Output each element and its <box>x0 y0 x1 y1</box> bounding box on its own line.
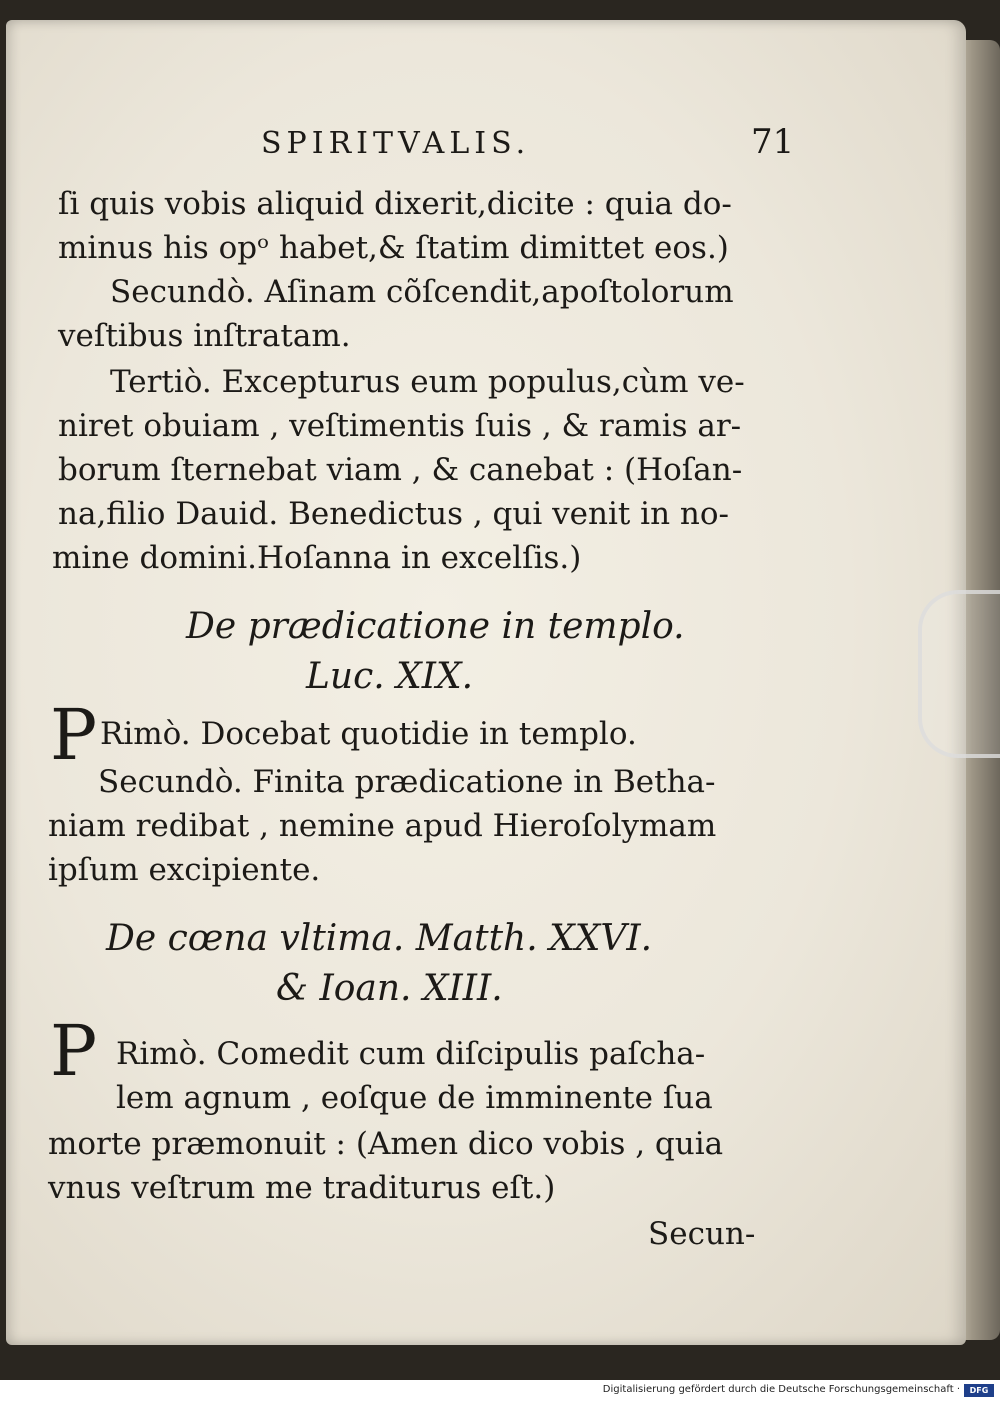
text-line: morte præmonuit : (Amen dico vobis , quia <box>48 1126 724 1162</box>
text-line: lem agnum , eoſque de imminente ſua <box>116 1080 713 1116</box>
text-line: Rimò. Comedit cum diſcipulis paſcha- <box>116 1036 706 1072</box>
page-number: 71 <box>751 122 795 162</box>
text-line: Tertiò. Excepturus eum populus,cùm ve- <box>110 364 745 400</box>
text-line: Secundò. Aſinam cõſcendit,apoſtolorum <box>110 274 734 310</box>
text-line: niret obuiam , veſtimentis ſuis , & ramis ar- <box>58 408 742 444</box>
dfg-logo-icon: DFG <box>964 1384 994 1397</box>
text-line: minus his opᵒ habet,& ſtatim dimittet eos.) <box>58 230 729 266</box>
text-line: mine domini.Hoſanna in excelſis.) <box>52 540 582 576</box>
text-line: ſi quis vobis aliquid dixerit,dicite : quia do- <box>58 186 732 222</box>
text-line: na,filio Dauid. Benedictus , qui venit in no- <box>58 496 730 532</box>
section-heading: De cœna vltima. Matth. XXVI. <box>106 918 653 959</box>
book-page <box>6 20 966 1345</box>
footer-bar <box>0 1380 1000 1402</box>
text-line: niam redibat , nemine apud Hieroſolymam <box>48 808 717 844</box>
page-clip <box>918 590 1000 758</box>
running-header <box>261 118 821 168</box>
text-line: Secundò. Finita prædicatione in Betha- <box>98 764 716 800</box>
catchword: Secun- <box>648 1216 756 1252</box>
drop-initial: P <box>50 694 98 776</box>
running-title: SPIRITVALIS. <box>261 126 531 161</box>
section-reference: & Ioan. XIII. <box>276 968 503 1009</box>
section-heading: De prædicatione in templo. <box>186 606 685 647</box>
section-reference: Luc. XIX. <box>306 656 474 697</box>
digitization-credit: Digitalisierung gefördert durch die Deutsche Forschungsgemeinschaft · <box>602 1384 960 1395</box>
text-line: vnus veſtrum me traditurus eſt.) <box>48 1170 556 1206</box>
text-line: ipſum excipiente. <box>48 852 321 888</box>
drop-initial: P <box>50 1010 98 1092</box>
text-line: borum ſternebat viam , & canebat : (Hoſan- <box>58 452 743 488</box>
text-line: veſtibus inſtratam. <box>58 318 351 354</box>
text-line: Rimò. Docebat quotidie in templo. <box>100 716 637 752</box>
